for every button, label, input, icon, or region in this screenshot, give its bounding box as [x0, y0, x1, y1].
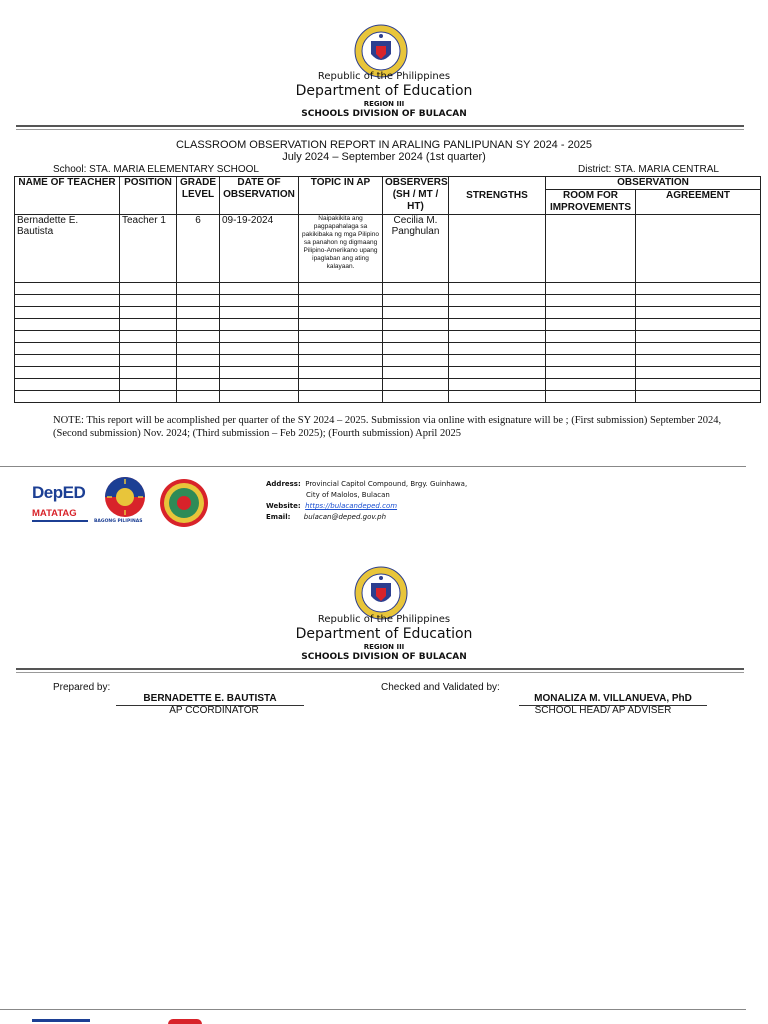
- division-text: SCHOOLS DIVISION OF BULACAN: [301, 109, 467, 119]
- table-row: [15, 283, 761, 295]
- bagong-pilipinas-logo-icon: [98, 475, 152, 519]
- address-label: Address:: [266, 480, 301, 488]
- header-improvements: ROOM FOR IMPROVEMENTS: [546, 190, 636, 215]
- footer-divider: [0, 466, 746, 467]
- header-strengths: STRENGTHS: [449, 190, 546, 215]
- region-text-2: REGION III: [363, 643, 405, 651]
- header-agreement: AGREEMENT: [636, 190, 761, 215]
- header-observation: OBSERVATION: [546, 177, 761, 190]
- department-title-2: Department of Education: [295, 626, 473, 642]
- republic-text-2: Republic of the Philippines: [317, 614, 451, 625]
- header-divider-2: [16, 668, 744, 670]
- deped-logo-text: DepED: [32, 483, 86, 502]
- checked-by-role: SCHOOL HEAD/ AP ADVISER: [534, 705, 672, 716]
- header-position: POSITION: [120, 177, 177, 215]
- prepared-by-name: BERNADETTE E. BAUTISTA: [143, 693, 277, 704]
- table-row: [15, 343, 761, 355]
- prepared-by-label: Prepared by:: [53, 682, 111, 693]
- header-grade: GRADE LEVEL: [177, 177, 220, 215]
- table-row: [15, 215, 761, 283]
- header-blank: [449, 177, 546, 190]
- department-title: Department of Education: [295, 83, 473, 99]
- bagong-pilipinas-text: BAGONG PILIPINAS: [94, 519, 143, 524]
- table-row: [15, 379, 761, 391]
- observers-cell: Cecilia M. Panghulan: [383, 215, 449, 283]
- email-label: Email:: [266, 513, 291, 521]
- matatag-text: MATATAG: [32, 508, 77, 519]
- table-row: [15, 391, 761, 403]
- table-row: [15, 319, 761, 331]
- observation-table: [14, 176, 761, 403]
- deped-logo-partial: [32, 1019, 90, 1022]
- topic-cell: Naipakikita ang pagpapahalaga sa pakikibaka ng mga Pilipino sa panahon ng digmaang Pilipino-Amerikano upang ipaglaban ang ating kalayaan.: [299, 215, 383, 283]
- strengths-cell: [449, 215, 546, 283]
- header-topic: TOPIC IN AP: [299, 177, 383, 215]
- contact-block: [266, 479, 526, 523]
- header-divider-thin: [16, 129, 744, 130]
- deped-seal-icon: [354, 566, 408, 620]
- website-label: Website:: [266, 502, 301, 510]
- checked-by-label: Checked and Validated by:: [381, 682, 500, 693]
- improvements-cell: [546, 215, 636, 283]
- submission-note: NOTE: This report will be acomplished per quarter of the SY 2024 – 2025. Submission via online with esignature will be ; (First submission) September 2024, (Second submission) Nov. 2024; (Third submission – Feb 2025); (Fourth submission) April 2025: [53, 415, 722, 439]
- school-name: School: STA. MARIA ELEMENTARY SCHOOL: [53, 164, 259, 175]
- table-row: [15, 355, 761, 367]
- deped-matatag-logo: [32, 484, 90, 524]
- address-line1: Provincial Capitol Compound, Brgy. Guinhawa,: [305, 480, 468, 488]
- division-seal-partial-icon: [168, 1019, 202, 1024]
- position-cell: Teacher 1: [120, 215, 177, 283]
- date-cell: 09-19-2024: [220, 215, 299, 283]
- checked-by-name: MONALIZA M. VILLANUEVA, PhD: [534, 693, 692, 704]
- teacher-name-cell: Bernadette E. Bautista: [15, 215, 120, 283]
- matatag-underline: [32, 520, 88, 522]
- table-row: [15, 331, 761, 343]
- prepared-by-role: AP CCORDINATOR: [169, 705, 259, 716]
- deped-seal-icon: [354, 24, 408, 78]
- website-link[interactable]: https://bulacandeped.com: [305, 502, 398, 510]
- report-title: CLASSROOM OBSERVATION REPORT IN ARALING PANLIPUNAN SY 2024 - 2025: [175, 139, 593, 151]
- table-row: [15, 367, 761, 379]
- header-date: DATE OF OBSERVATION: [220, 177, 299, 215]
- republic-text: Republic of the Philippines: [317, 71, 451, 82]
- address-line2: City of Malolos, Bulacan: [306, 491, 390, 499]
- report-period: July 2024 – September 2024 (1st quarter): [282, 151, 486, 163]
- table-row: [15, 307, 761, 319]
- email-text: bulacan@deped.gov.ph: [303, 513, 387, 521]
- header-divider-thin-2: [16, 672, 744, 673]
- division-seal-icon: [159, 478, 209, 528]
- header-divider: [16, 125, 744, 127]
- region-text: REGION III: [363, 100, 405, 108]
- division-text-2: SCHOOLS DIVISION OF BULACAN: [301, 652, 467, 662]
- grade-cell: 6: [177, 215, 220, 283]
- district-name: District: STA. MARIA CENTRAL: [578, 164, 719, 175]
- footer-divider-2: [0, 1009, 746, 1010]
- table-row: [15, 295, 761, 307]
- agreement-cell: [636, 215, 761, 283]
- header-observers: OBSERVERS (SH / MT / HT): [383, 177, 449, 215]
- header-name: NAME OF TEACHER: [15, 177, 120, 215]
